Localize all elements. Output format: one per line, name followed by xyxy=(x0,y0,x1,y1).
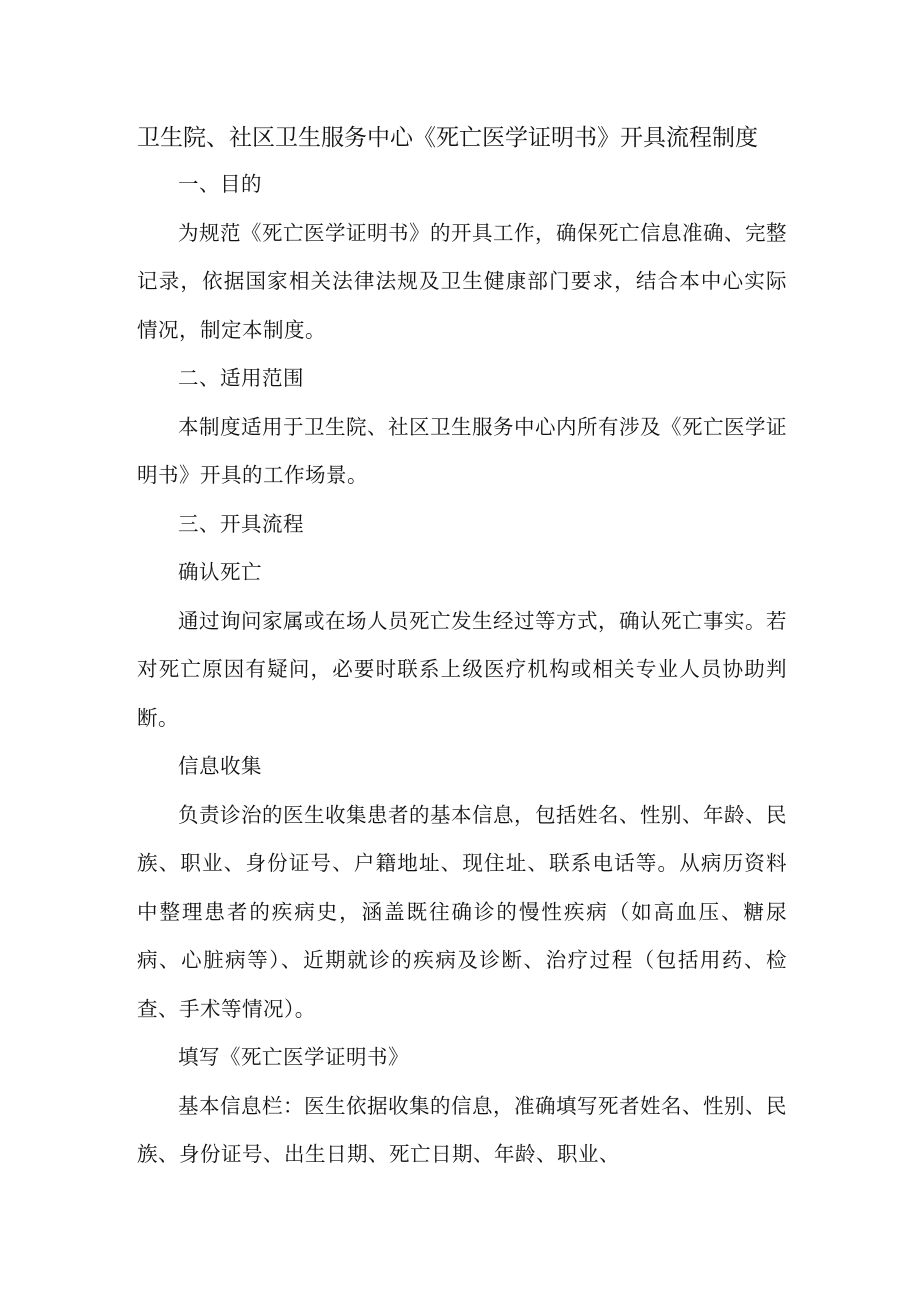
document-body xyxy=(137,160,787,1179)
section-heading-scope: 二、适用范围 xyxy=(178,366,304,390)
paragraph-info-collection: 负责诊治的医生收集患者的基本信息，包括姓名、性别、年龄、民族、职业、身份证号、户籍地址、现住址、联系电话等。从病历资料中整理患者的疾病史，涵盖既往确诊的慢性疾病（如高血压、糖尿病、心脏病等）、近期就诊的疾病及诊断、治疗过程（包括用药、检查、手术等情况）。 xyxy=(137,802,787,1021)
section-heading-process: 三、开具流程 xyxy=(178,511,304,536)
section-heading-purpose: 一、目的 xyxy=(178,172,262,196)
subheading-fill-certificate: 填写《死亡医学证明书》 xyxy=(178,1045,409,1069)
subheading-confirm-death: 确认死亡 xyxy=(178,560,262,584)
paragraph-confirm-death: 通过询问家属或在场人员死亡发生经过等方式，确认死亡事实。若对死亡原因有疑问，必要时联系上级医疗机构或相关专业人员协助判断。 xyxy=(137,608,787,730)
paragraph-basic-info: 基本信息栏：医生依据收集的信息，准确填写死者姓名、性别、民族、身份证号、出生日期、死亡日期、年龄、职业、 xyxy=(137,1093,787,1166)
paragraph-purpose: 为规范《死亡医学证明书》的开具工作，确保死亡信息准确、完整记录，依据国家相关法律法规及卫生健康部门要求，结合本中心实际情况，制定本制度。 xyxy=(137,220,787,342)
paragraph-scope: 本制度适用于卫生院、社区卫生服务中心内所有涉及《死亡医学证明书》开具的工作场景。 xyxy=(137,414,787,487)
document-title: 卫生院、社区卫生服务中心《死亡医学证明书》开具流程制度 xyxy=(137,125,758,151)
subheading-info-collection: 信息收集 xyxy=(178,754,262,778)
